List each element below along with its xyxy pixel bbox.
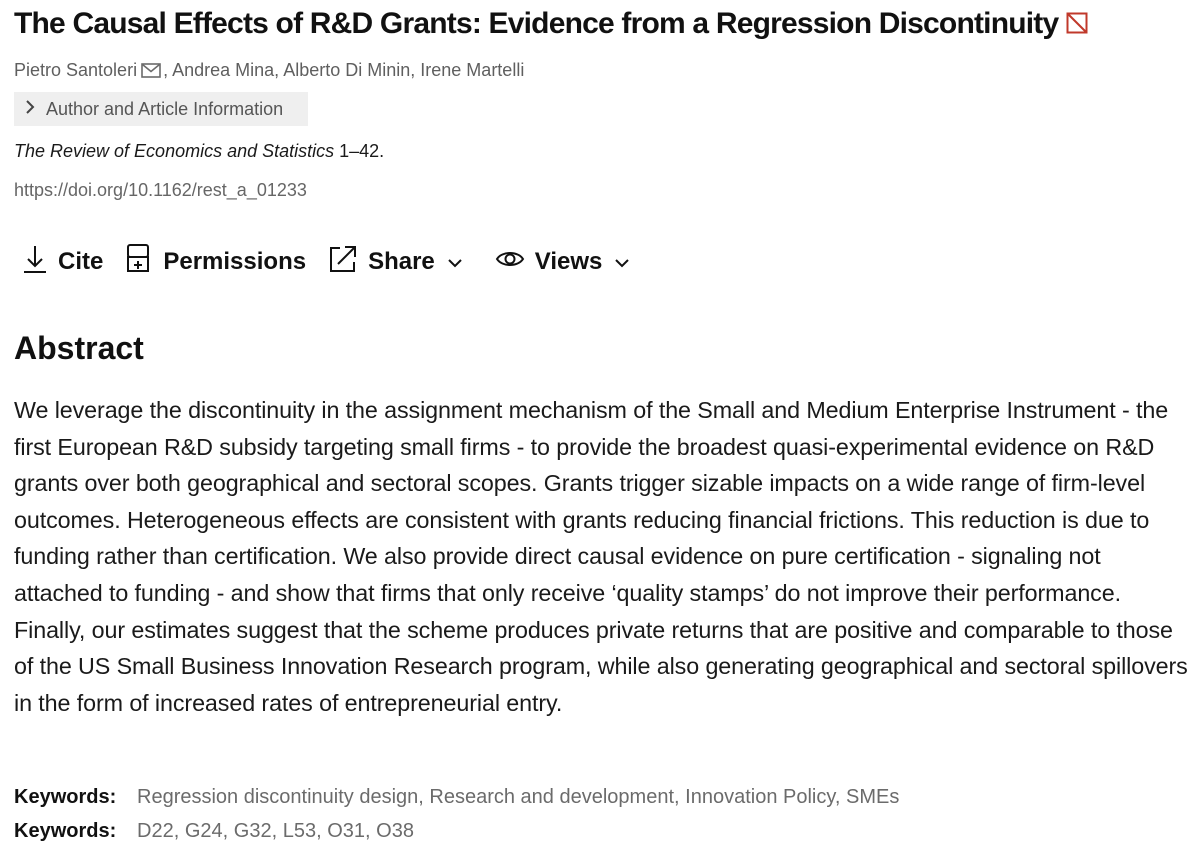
keyword-separator: , [173,820,185,842]
keywords-label: Keywords: [14,820,117,842]
author-article-info-toggle[interactable] [14,92,308,126]
journal-pages: 1–42. [334,141,385,161]
author-link[interactable]: Alberto Di Minin [283,60,411,80]
keyword-link[interactable]: G24 [184,820,223,842]
keyword-link[interactable]: G32 [233,820,272,842]
article-title [14,4,1194,45]
keyword-list [137,786,899,808]
keyword-link[interactable]: Regression discontinuity design [137,786,419,808]
author-separator: , [274,60,280,80]
author-separator: , [163,60,169,80]
journal-citation [14,139,384,163]
keyword-link[interactable]: Research and development [429,786,675,808]
chevron-down-icon [447,248,473,276]
download-icon [22,244,58,281]
share-icon [328,244,368,281]
keywords-row [14,783,899,811]
share-label: Share [368,248,435,275]
views-label: Views [534,248,603,275]
keyword-separator: , [316,820,328,842]
keywords-row [14,817,414,845]
permissions-label: Permissions [163,248,307,275]
keyword-link[interactable]: O38 [376,820,414,842]
keyword-separator: , [418,786,430,808]
chevron-down-icon [614,248,640,276]
keyword-separator: , [222,820,234,842]
keyword-link[interactable]: D22 [137,820,174,842]
author-separator: , [410,60,416,80]
keyword-link[interactable]: Innovation Policy [685,786,835,808]
keyword-link[interactable]: O31 [327,820,366,842]
open-access-icon [1066,5,1088,45]
journal-name: The Review of Economics and Statistics [14,141,335,161]
info-toggle-label: Author and Article Information [46,98,284,119]
keyword-separator: , [271,820,283,842]
keyword-list [137,820,414,842]
permissions-button[interactable] [125,243,306,282]
article-toolbar [22,242,662,282]
keyword-link[interactable]: L53 [282,820,317,842]
author-link[interactable]: Irene Martelli [420,60,525,80]
article-title-text: The Causal Effects of R&D Grants: Evidence from a Regression Discontinuity [14,7,1059,40]
abstract-heading: Abstract [14,330,144,366]
views-button[interactable] [495,248,641,277]
chevron-right-icon [24,99,36,120]
share-button[interactable] [328,244,473,281]
keyword-separator: , [834,786,846,808]
cite-button[interactable] [22,244,103,281]
mail-icon[interactable] [141,60,161,84]
cite-label: Cite [58,248,104,275]
author-list [14,58,524,84]
keywords-label: Keywords: [14,786,117,808]
author-link[interactable]: Andrea Mina [172,60,275,80]
doi-link[interactable]: https://doi.org/10.1162/rest_a_01233 [14,180,307,200]
eye-icon [495,248,535,277]
author-link[interactable]: Pietro Santoleri [14,60,138,80]
keyword-separator: , [365,820,377,842]
permissions-icon [125,243,163,282]
abstract-text: We leverage the discontinuity in the assignment mechanism of the Small and Medium Enterprise Instrument - the first European R&D subsidy targeting small firms - to provide the broadest quasi-experimental evidence on R&D grants over both geographical and sectoral scopes. Grants trigger sizable impacts on a wide range of firm-level outcomes. Heterogeneous effects are consistent with grants reducing financial frictions. This reduction is due to funding rather than certification. We also provide direct causal evidence on pure certification - signaling not attached to funding - and show that firms that only receive ‘quality stamps’ do not improve their performance. Finally, our estimates suggest that the scheme produces private returns that are positive and comparable to those of the US Small Business Innovation Research program, while also generating geographical and sectoral spillovers in the form of increased rates of entrepreneurial entry. [14,397,1188,716]
keyword-separator: , [674,786,686,808]
keyword-link[interactable]: SMEs [845,786,900,808]
